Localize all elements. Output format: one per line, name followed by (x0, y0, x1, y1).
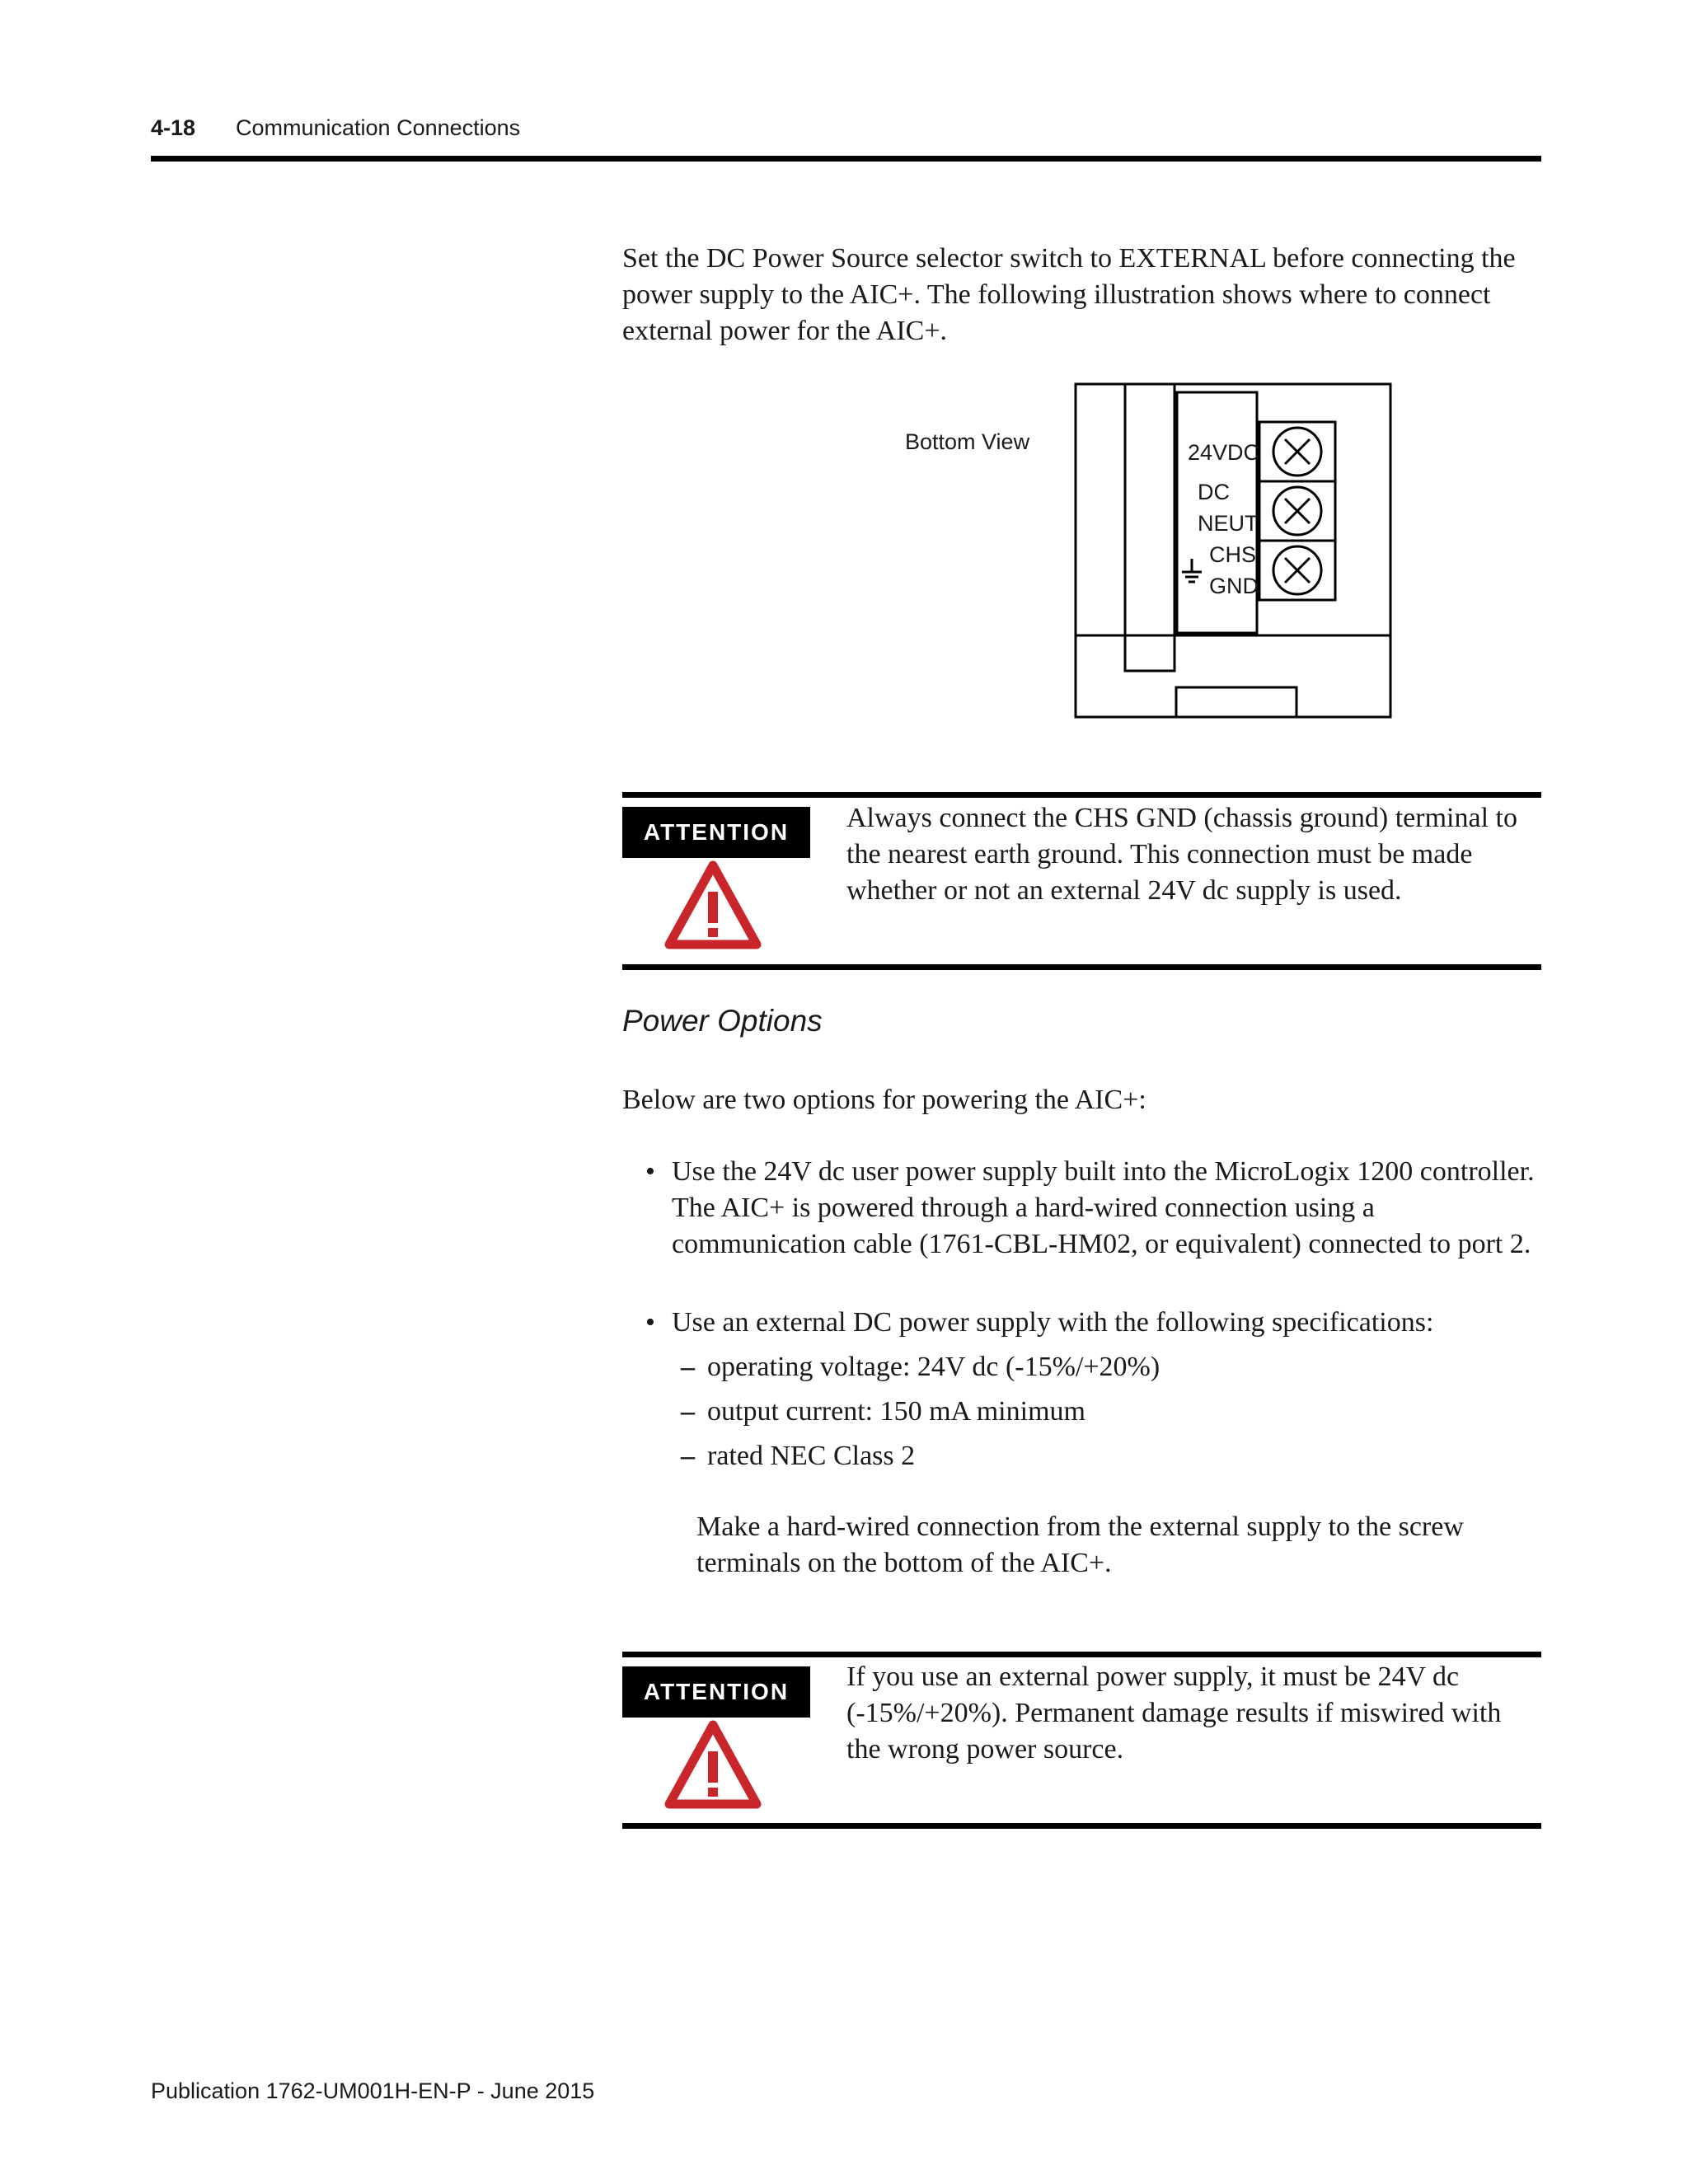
section-heading: Power Options (622, 1004, 823, 1038)
attention-bottom-rule (622, 964, 1541, 970)
aic-bottom-view-diagram (894, 381, 1422, 727)
attention-top-rule (622, 792, 1541, 798)
terminal-label-24vdc: 24VDC (1188, 440, 1260, 465)
list-item: • Use an external DC power supply with the following specifications: (672, 1305, 1545, 1341)
attention-top-rule (622, 1652, 1541, 1657)
screw-terminal-icon (1273, 487, 1321, 535)
header-title: Communication Connections (236, 115, 521, 140)
attention-badge: ATTENTION (622, 807, 810, 858)
section-intro: Below are two options for powering the AIC+: (622, 1085, 1146, 1115)
footer-publication: Publication 1762-UM001H-EN-P - June 2015 (151, 2079, 595, 2103)
attention-text: Always connect the CHS GND (chassis ground) terminal to the nearest earth ground. This connection must be made whether or not an external 24V dc supply is used. (846, 803, 1517, 906)
bottom-tab (1176, 687, 1296, 717)
bullet-icon: • (645, 1307, 655, 1338)
closing-paragraph: Make a hard-wired connection from the external supply to the screw terminals on the bottom of the AIC+. (696, 1511, 1464, 1578)
warning-triangle-icon (663, 859, 762, 949)
spec-item: – output current: 150 mA minimum (707, 1394, 1531, 1430)
page-number: 4-18 (151, 115, 196, 140)
dash-icon: – (681, 1352, 695, 1382)
warning-triangle-icon (663, 1718, 762, 1809)
dash-icon: – (681, 1441, 695, 1471)
intro-paragraph: Set the DC Power Source selector switch to EXTERNAL before connecting the power supply to the AIC+. The following illustration shows where to connect external power for the AIC+. (622, 243, 1516, 346)
terminal-label-neut: NEUT (1198, 511, 1259, 536)
terminal-label-dc: DC (1198, 480, 1230, 504)
attention-badge: ATTENTION (622, 1666, 810, 1718)
dash-icon: – (681, 1396, 695, 1427)
vertical-strip (1125, 384, 1175, 671)
spec-item: – rated NEC Class 2 (707, 1438, 1531, 1474)
ground-symbol-icon (1182, 559, 1202, 582)
spec-item: – operating voltage: 24V dc (-15%/+20%) (707, 1349, 1531, 1385)
terminal-label-chs: CHS (1209, 542, 1257, 567)
terminal-label-gnd: GND (1209, 574, 1259, 598)
attention-text: If you use an external power supply, it must be 24V dc (-15%/+20%). Permanent damage results if miswired with the wrong power source. (846, 1661, 1502, 1765)
screw-terminal-icon (1273, 428, 1321, 476)
screw-terminal-icon (1273, 546, 1321, 594)
list-item: • Use the 24V dc user power supply built into the MicroLogix 1200 controller. The AIC+ is powered through a hard-wired connection using a communication cable (1761-CBL-HM02, or equivalent) connected to port 2. (672, 1154, 1545, 1263)
bottom-view-label: Bottom View (905, 429, 1030, 454)
header-rule (151, 156, 1541, 162)
attention-bottom-rule (622, 1823, 1541, 1829)
bullet-icon: • (645, 1156, 655, 1187)
